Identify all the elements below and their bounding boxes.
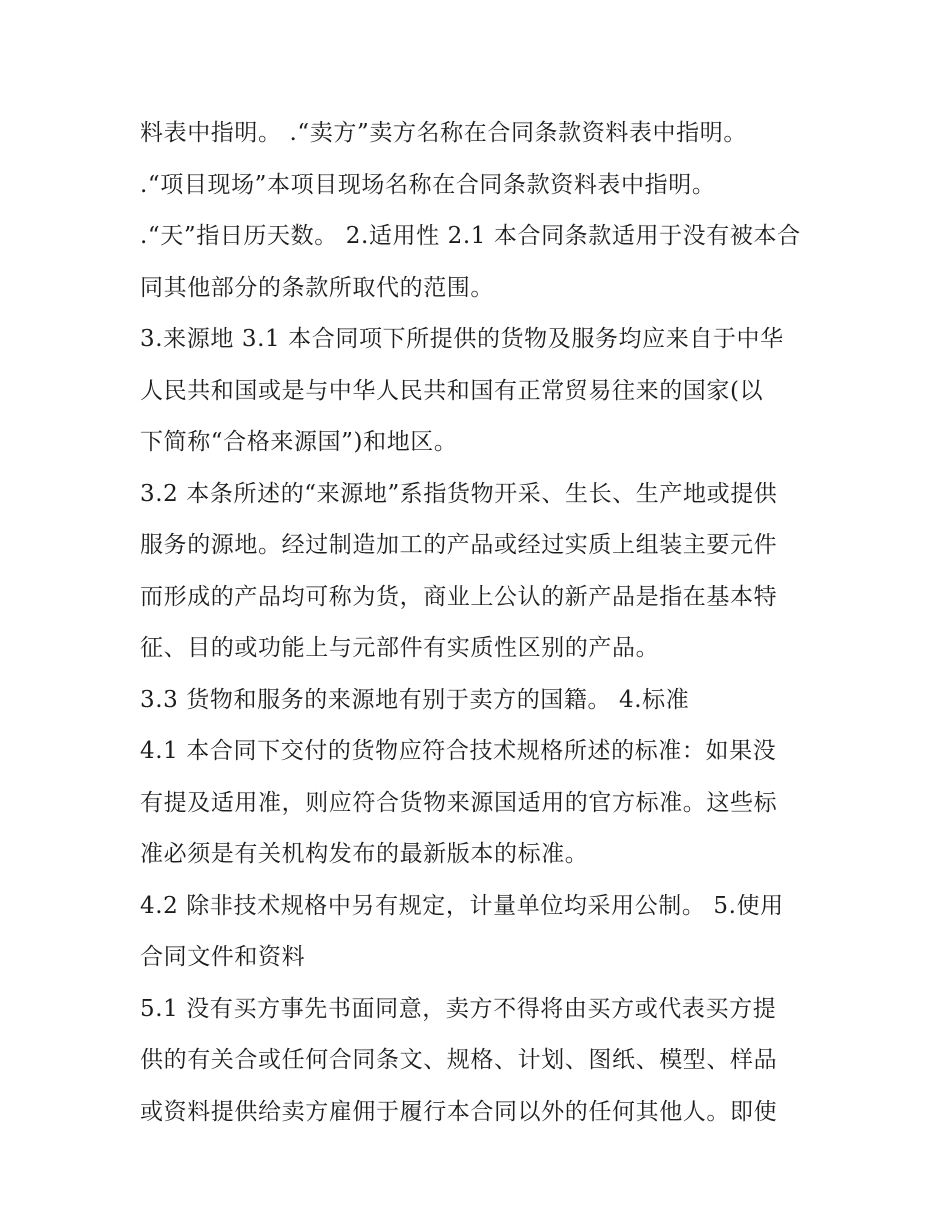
text-line: 人民共和国或是与中华人民共和国有正常贸易往来的国家(以 xyxy=(140,377,764,404)
text-line: 下简称“合格来源国”)和地区。 xyxy=(140,429,458,455)
text-line: .“项目现场”本项目现场名称在合同条款资料表中指明。 xyxy=(140,171,716,198)
text-line: 4.2 除非技术规格中另有规定，计量单位均采用公制。 5.使用 xyxy=(140,892,784,919)
text-line: 料表中指明。 .“卖方”卖方名称在合同条款资料表中指明。 xyxy=(140,120,747,146)
text-line: 同其他部分的条款所取代的范围。 xyxy=(140,274,494,301)
text-line: 4.1 本合同下交付的货物应符合技术规格所述的标准：如果没 xyxy=(140,738,777,764)
text-line: 准必须是有关机构发布的最新版本的标准。 xyxy=(140,841,589,867)
text-line: 有提及适用准，则应符合货物来源国适用的官方标准。这些标 xyxy=(140,789,778,816)
text-line: 而形成的产品均可称为货，商业上公认的新产品是指在基本特 xyxy=(140,583,778,610)
text-line: 征、目的或功能上与元部件有实质性区别的产品。 xyxy=(140,635,660,661)
text-line: 5.1 没有买方事先书面同意，卖方不得将由买方或代表买方提 xyxy=(140,995,777,1022)
text-line: 合同文件和资料 xyxy=(140,944,306,970)
text-line: 供的有关合或任何合同条文、规格、计划、图纸、模型、样品 xyxy=(140,1047,778,1073)
text-line: 或资料提供给卖方雇佣于履行本合同以外的任何其他人。即使 xyxy=(140,1098,778,1125)
document-body xyxy=(140,108,820,1138)
text-line: 3.3 货物和服务的来源地有别于卖方的国籍。 4.标准 xyxy=(140,686,690,713)
text-line: 3.2 本条所述的“来源地”系指货物开采、生长、生产地或提供 xyxy=(140,480,778,507)
text-line: 3.来源地 3.1 本合同项下所提供的货物及服务均应来自于中华 xyxy=(140,326,784,352)
text-line: .“天”指日历天数。 2.适用性 2.1 本合同条款适用于没有被本合 xyxy=(140,223,801,249)
text-line: 服务的源地。经过制造加工的产品或经过实质上组装主要元件 xyxy=(140,532,778,558)
